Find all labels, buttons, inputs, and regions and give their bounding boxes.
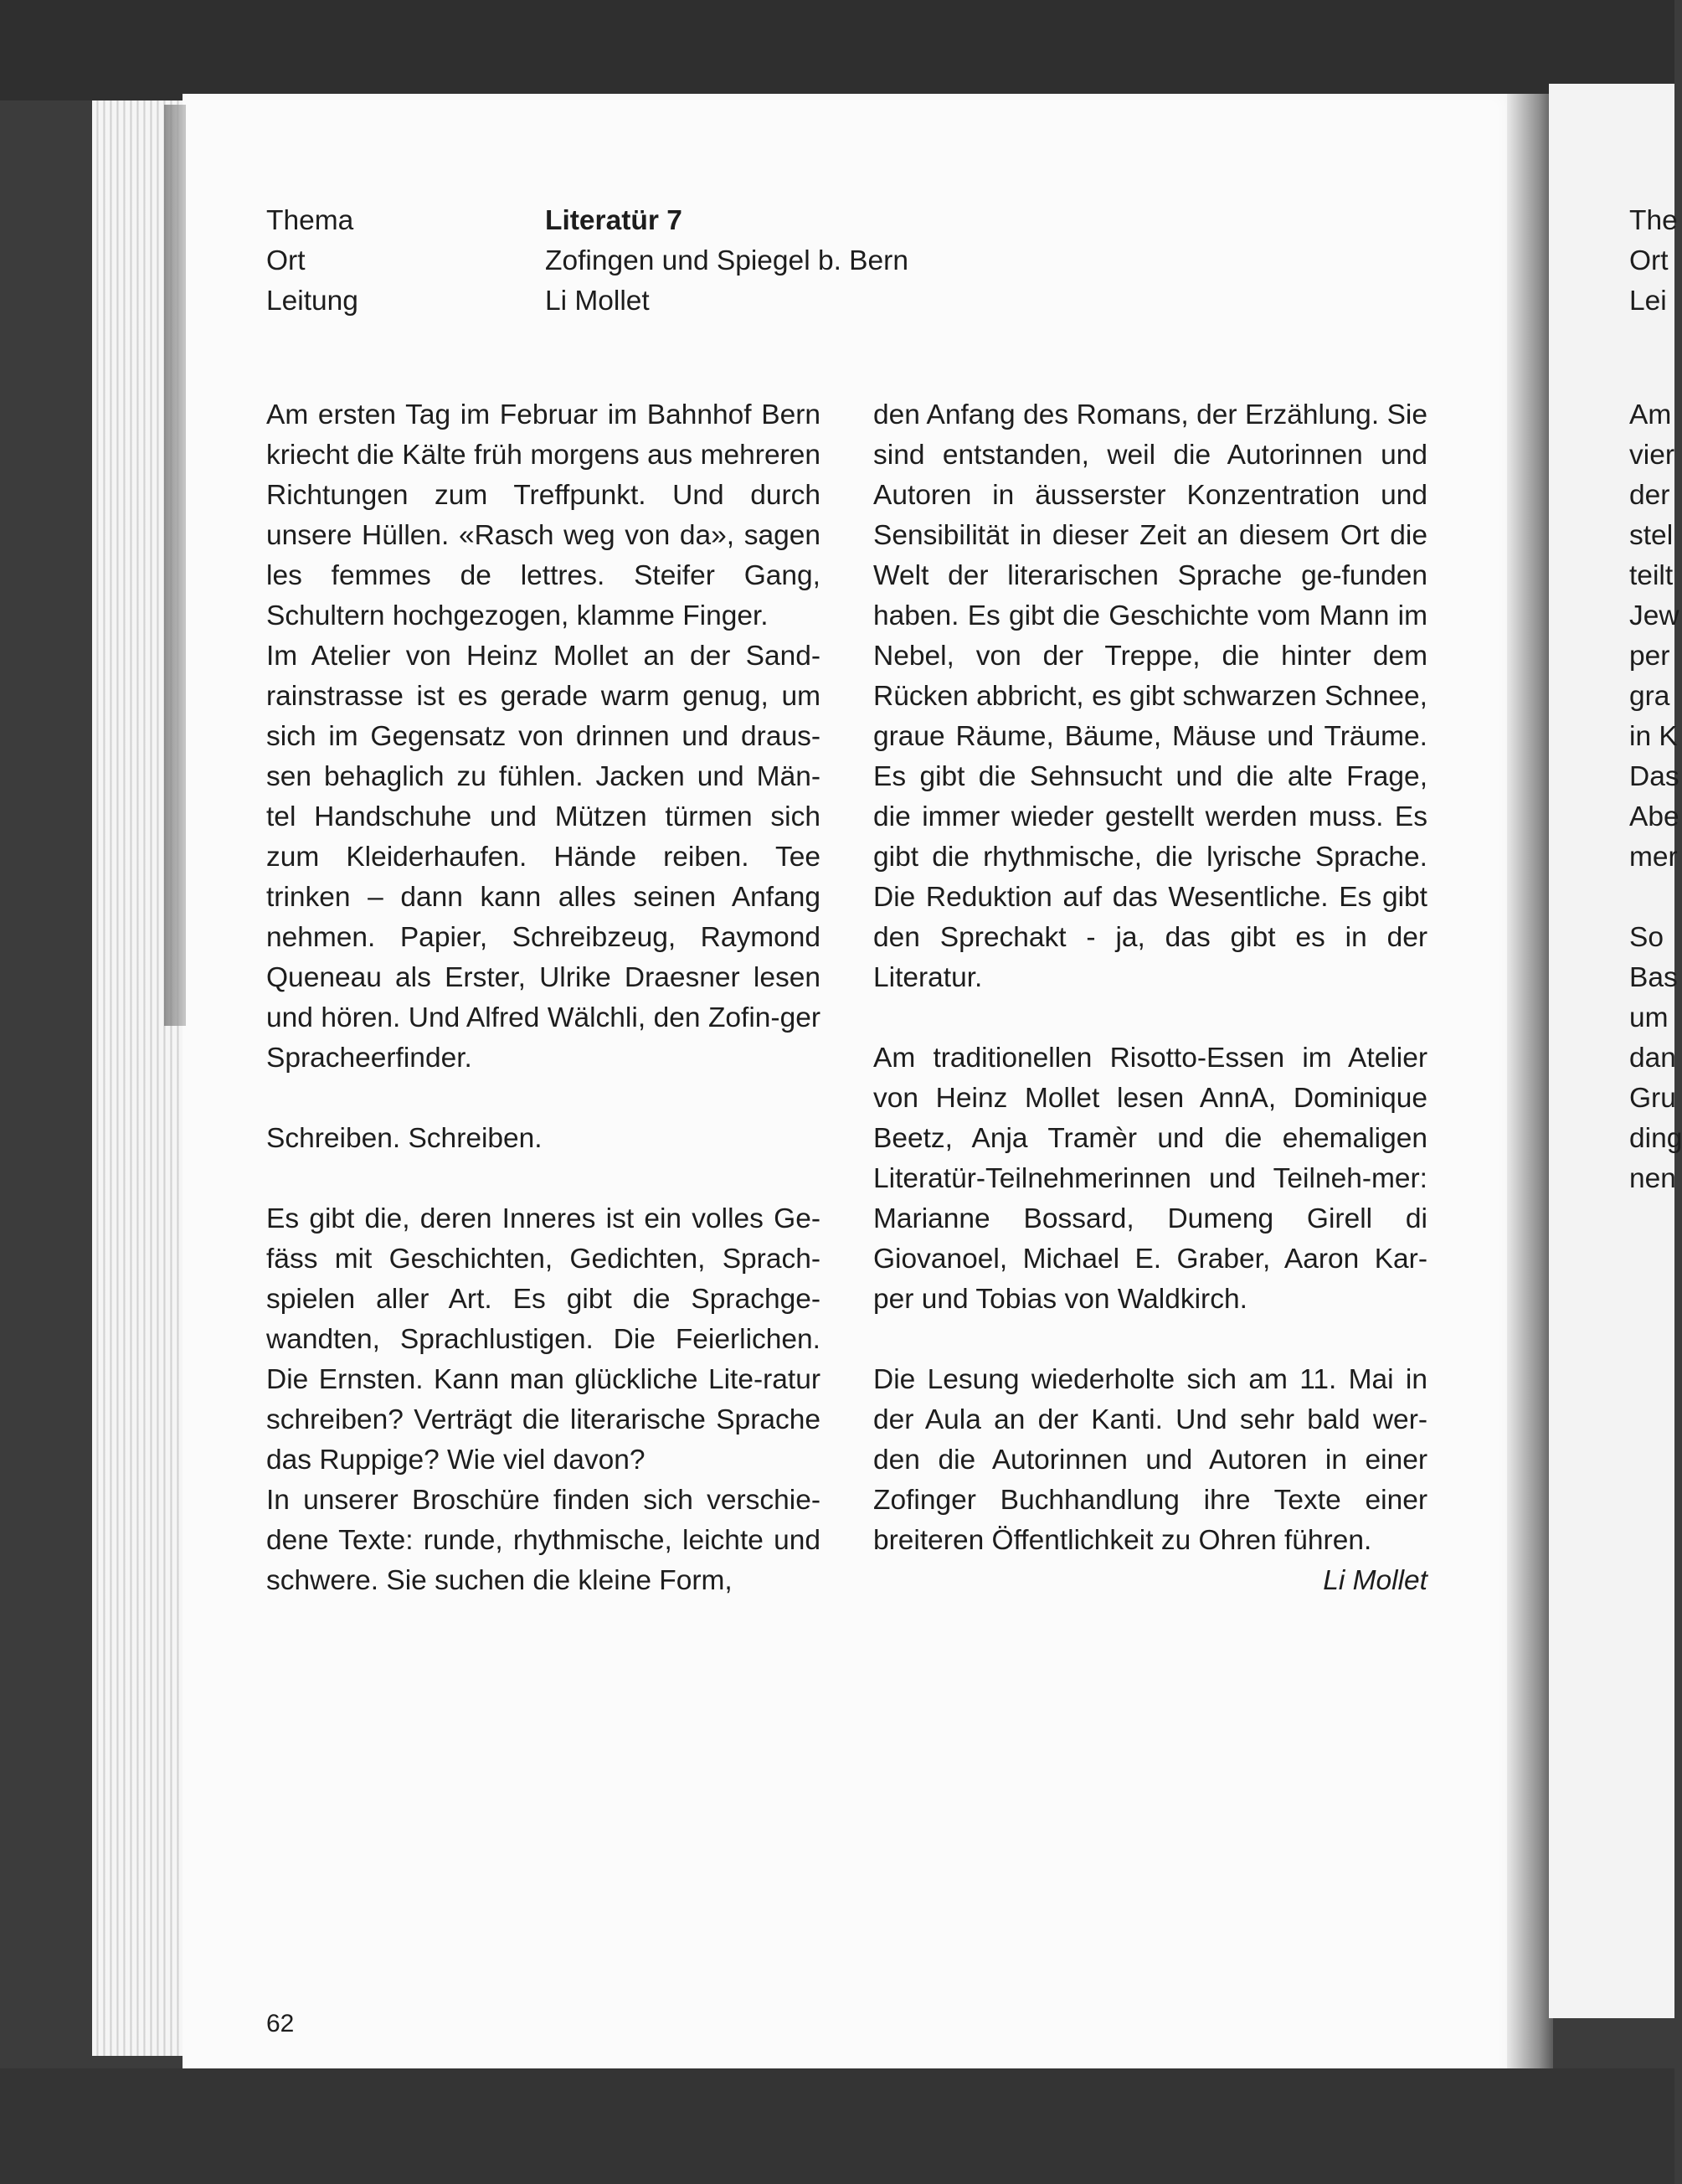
fragment-line: per: [1629, 641, 1670, 672]
text-column-left: [266, 395, 820, 1601]
header-value-title: Literatür 7: [545, 205, 682, 236]
fragment-line: der: [1629, 480, 1670, 511]
fragment-line: Gru: [1629, 1083, 1676, 1114]
fragment-line: stel: [1629, 520, 1674, 551]
author-signature: Li Mollet: [1323, 1565, 1427, 1596]
fragment-line: Abe: [1629, 801, 1679, 832]
next-page-text-fragment-1: [1629, 395, 1679, 878]
spine-shadow: [164, 105, 186, 1026]
fragment-line: in K: [1629, 721, 1678, 752]
fragment-line: So: [1629, 922, 1664, 953]
text-column-right: [873, 395, 1427, 1601]
paragraph: Im Atelier von Heinz Mollet an der Sand-rainstrasse ist es gerade warm genug, um sich im Gegensatz von drinnen und draus-sen behaglich zu fühlen. Jacken und Män-tel Handschuhe und Mützen türmen sich zum Kleiderhaufen. Hände reiben. Tee trinken – dann kann alles seinen Anfang nehmen. Papier, Schreibzeug, Raymond Queneau als Erster, Ulrike Draesner lesen und hören. Und Alfred Wälchli, den Zofin-ger Spracheerfinder.: [266, 641, 820, 1074]
header-value-location: Zofingen und Spiegel b. Bern: [545, 245, 908, 276]
fragment-line: Ort: [1629, 245, 1669, 276]
paragraph: den Anfang des Romans, der Erzählung. Sie sind entstanden, weil die Autorinnen und Autoren in äusserster Konzentration und Sensibilität in dieser Zeit an diesem Ort die Welt der literarischen Sprache ge-funden haben. Es gibt die Geschichte vom Mann im Nebel, von der Treppe, die hinter dem Rücken abbricht, es gibt schwarzen Schnee, graue Räume, Bäume, Mäuse und Träume. Es gibt die Sehnsucht und die alte Frage, die immer wieder gestellt werden muss. Es gibt die rhythmische, die lyrische Sprache. Die Reduktion auf das Wesentliche. Es gibt den Sprechakt - ja, das gibt es in der Literatur.: [873, 399, 1427, 993]
paragraph: Am ersten Tag im Februar im Bahnhof Bern kriecht die Kälte früh morgens aus mehreren Richtungen zum Treffpunkt. Und durch unsere Hüllen. «Rasch weg von da», sagen les femmes de lettres. Steifer Gang, Schultern hochgezogen, klamme Finger.: [266, 399, 820, 631]
fragment-line: Jew: [1629, 600, 1679, 631]
fragment-line: Das: [1629, 761, 1679, 792]
fragment-line: teilt: [1629, 560, 1674, 591]
fragment-line: gra: [1629, 681, 1670, 712]
fragment-line: vier: [1629, 440, 1674, 471]
fragment-line: mer: [1629, 842, 1678, 873]
paragraph: Am traditionellen Risotto-Essen im Atelier von Heinz Mollet lesen AnnA, Dominique Beetz, Anja Tramèr und die ehemaligen Literatür-Teilnehmerinnen und Teilneh-mer: Marianne Bossard, Dumeng Girell di Giovanoel, Michael E. Graber, Aaron Kar-per und Tobias von Waldkirch.: [873, 1043, 1427, 1315]
fragment-line: um: [1629, 1002, 1669, 1033]
paragraph: Es gibt die, deren Inneres ist ein volles Ge-fäss mit Geschichten, Gedichten, Sprach-spielen aller Art. Es gibt die Sprachge-wandten, Sprachlustigen. Die Feierlichen. Die Ernsten. Kann man glückliche Lite-ratur schreiben? Verträgt die literarische Sprache das Ruppige? Wie viel davon?: [266, 1203, 820, 1476]
book-gutter: [1507, 94, 1553, 2085]
header-label: Leitung: [266, 286, 358, 317]
fragment-line: Lei: [1629, 286, 1667, 317]
fragment-line: The: [1629, 205, 1678, 236]
fragment-line: dan: [1629, 1043, 1676, 1074]
next-page-text-fragment-2: [1629, 918, 1682, 1199]
fragment-line: ding: [1629, 1123, 1682, 1154]
paragraph: Die Lesung wiederholte sich am 11. Mai in der Aula an der Kanti. Und sehr bald wer-den die Autorinnen und Autoren in einer Zofinger Buchhandlung ihre Texte einer breiteren Öffentlichkeit zu Ohren führen.: [873, 1364, 1427, 1556]
header-label: Thema: [266, 205, 354, 236]
next-page-header-fragment: [1629, 201, 1678, 322]
header-label: Ort: [266, 245, 306, 276]
paragraph: Schreiben. Schreiben.: [266, 1123, 543, 1154]
header-value-lead: Li Mollet: [545, 286, 650, 317]
paragraph: In unserer Broschüre finden sich verschie-dene Texte: runde, rhythmische, leichte und schwere. Sie suchen die kleine Form,: [266, 1485, 820, 1596]
scan-background-top: [0, 0, 1674, 100]
fragment-line: Am: [1629, 399, 1672, 430]
page-number: 62: [266, 2010, 295, 2037]
fragment-line: nen: [1629, 1163, 1676, 1194]
fragment-line: Bas: [1629, 962, 1678, 993]
scan-background-bottom: [0, 2068, 1674, 2184]
